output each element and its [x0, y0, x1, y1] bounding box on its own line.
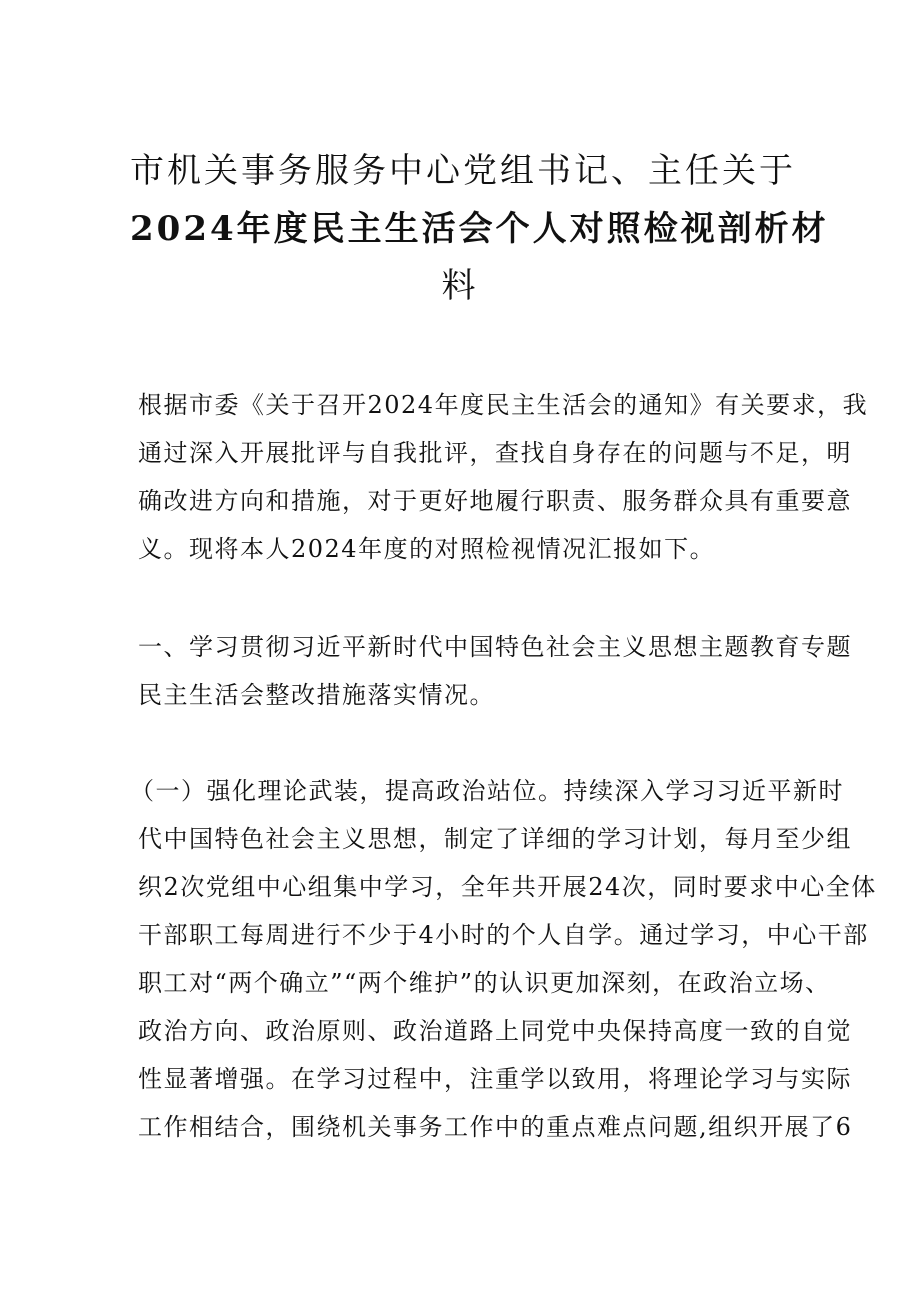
subsection1-line-6: 政治方向、政治原则、政治道路上同党中央保持高度一致的自觉 [138, 1017, 852, 1045]
subsection1-line-7: 性显著增强。在学习过程中，注重学以致用，将理论学习与实际 [138, 1065, 852, 1093]
subsection1-line-3: 织2次党组中心组集中学习，全年共开展24次，同时要求中心全体 [138, 873, 877, 901]
section1-heading-line-1: 一、学习贯彻习近平新时代中国特色社会主义思想主题教育专题 [138, 633, 852, 661]
intro-line-4: 义。现将本人2024年度的对照检视情况汇报如下。 [138, 535, 716, 563]
subsection1-line-8: 工作相结合，围绕机关事务工作中的重点难点问题,组织开展了6 [138, 1113, 853, 1141]
subsection1-line-1: （一）强化理论武装，提高政治站位。持续深入学习习近平新时 [130, 777, 844, 805]
intro-line-2: 通过深入开展批评与自我批评，查找自身存在的问题与不足，明 [138, 439, 852, 467]
document-title-line-1: 市机关事务服务中心党组书记、主任关于 [130, 151, 796, 191]
subsection1-line-2: 代中国特色社会主义思想，制定了详细的学习计划，每月至少组 [138, 825, 852, 853]
section1-heading-line-2: 民主生活会整改措施落实情况。 [138, 681, 495, 709]
document-title-line-2: 2024年度民主生活会个人对照检视剖析材 [130, 209, 829, 249]
intro-line-3: 确改进方向和措施，对于更好地履行职责、服务群众具有重要意 [138, 487, 852, 515]
subsection1-line-4: 干部职工每周进行不少于4小时的个人自学。通过学习，中心干部 [138, 921, 869, 949]
subsection1-line-5: 职工对“两个确立”“两个维护”的认识更加深刻，在政治立场、 [138, 969, 831, 997]
intro-line-1: 根据市委《关于召开2024年度民主生活会的通知》有关要求，我 [138, 391, 869, 419]
document-title-line-3: 料 [441, 266, 479, 306]
